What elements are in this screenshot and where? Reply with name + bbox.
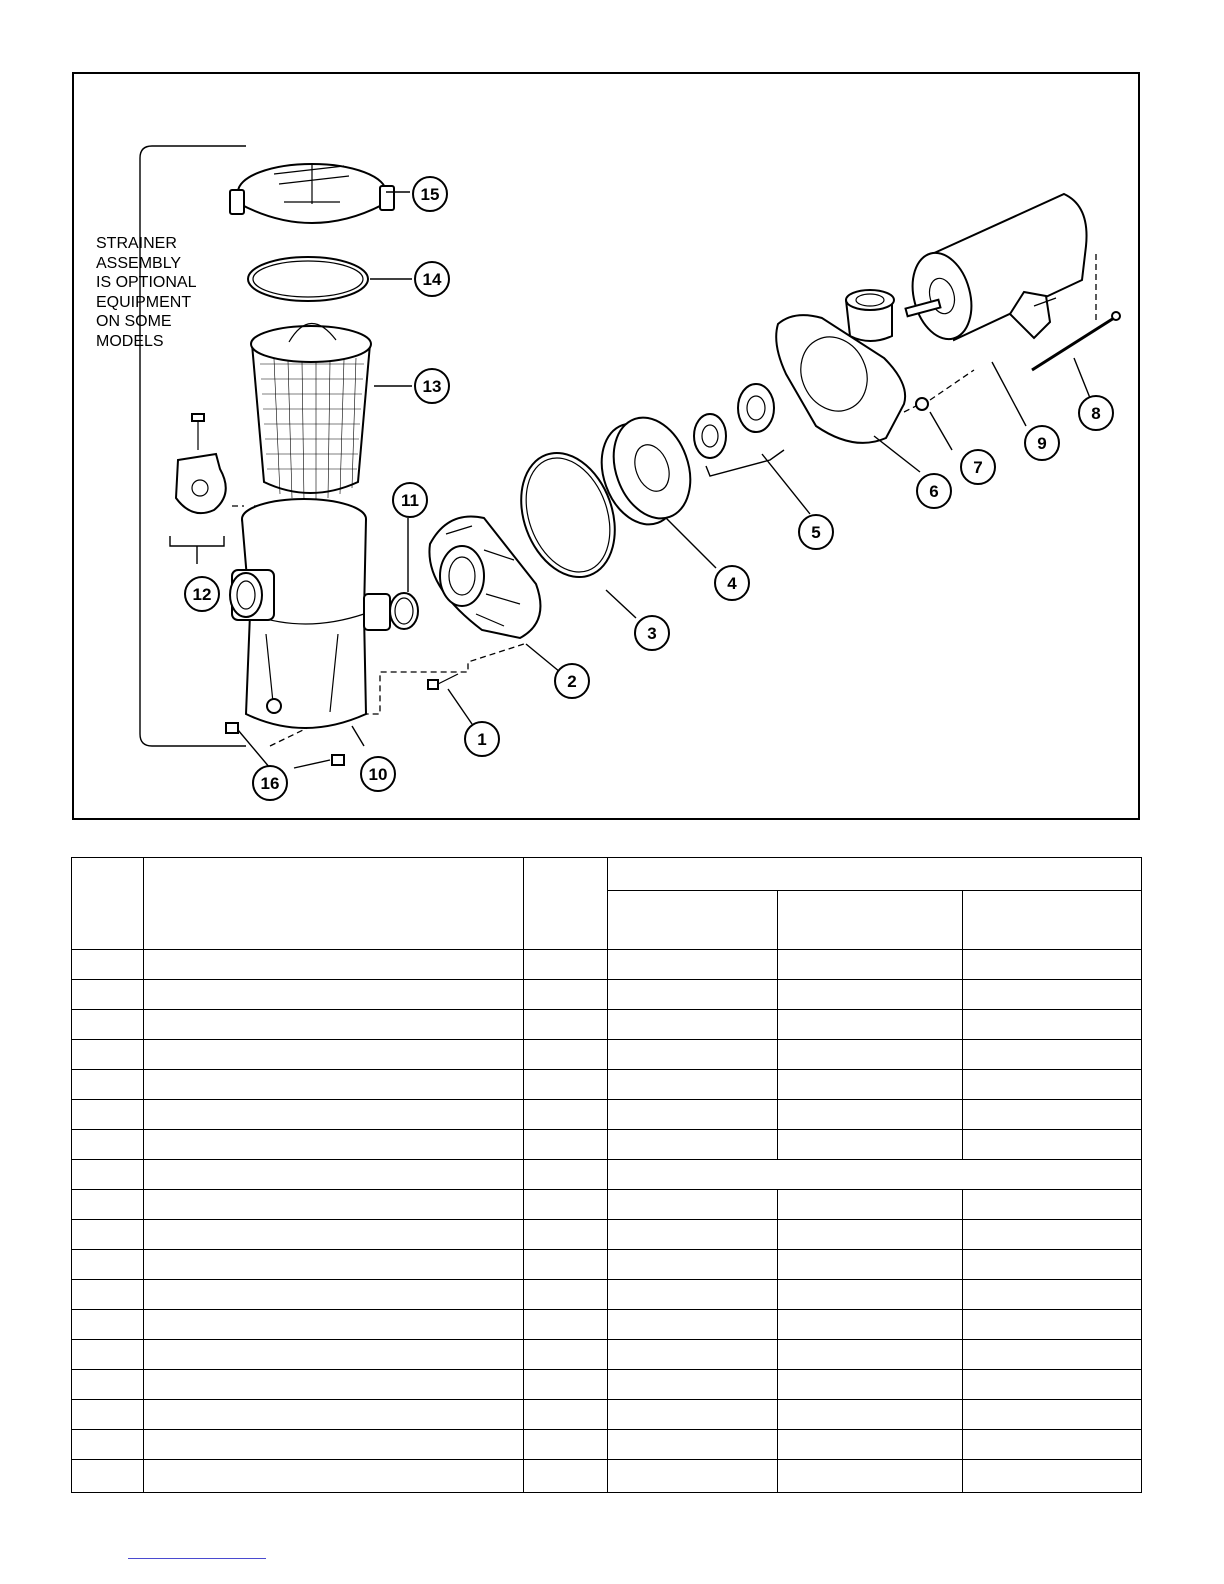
callout-circle-7	[961, 450, 995, 484]
drain-plug-drawing	[226, 723, 238, 733]
note-line: STRAINER	[96, 235, 177, 252]
callout-circle-4	[715, 566, 749, 600]
callout-circle-5	[799, 515, 833, 549]
table-header-cell	[524, 858, 608, 950]
callout-2-label: 2	[567, 672, 577, 691]
motor-drawing	[904, 194, 1087, 346]
note-line: ASSEMBLY	[96, 254, 182, 272]
table-row	[72, 1340, 1142, 1370]
exploded-diagram-frame	[72, 72, 1140, 820]
table-header-cell	[963, 891, 1142, 950]
seal-assembly-drawing	[694, 384, 774, 458]
callout-circle-2	[555, 664, 589, 698]
callout-13-label: 13	[422, 377, 442, 396]
table-row	[72, 1100, 1142, 1130]
table-header-cell	[144, 858, 524, 950]
drain-bracket-drawing	[176, 414, 226, 513]
table-row	[72, 1250, 1142, 1280]
callout-15-label: 15	[420, 185, 440, 204]
table-row	[72, 1220, 1142, 1250]
table-row	[72, 1370, 1142, 1400]
callout-3-label: 3	[647, 624, 657, 643]
callout-circle-10	[361, 757, 395, 791]
strainer-optional-note	[96, 234, 196, 351]
callout-16-label: 16	[260, 774, 280, 793]
note-line: EQUIPMENT	[96, 293, 192, 311]
table-row	[72, 1280, 1142, 1310]
note-line: MODELS	[96, 332, 164, 350]
callout-1-label: 1	[477, 730, 487, 749]
callout-circle-8	[1079, 396, 1113, 430]
callout-7-label: 7	[973, 458, 983, 477]
table-row	[72, 1160, 1142, 1190]
callout-11-label: 11	[401, 491, 419, 510]
table-row	[72, 1130, 1142, 1160]
callout-8-label: 8	[1091, 404, 1101, 423]
pump-housing-drawing	[776, 290, 905, 443]
callout-circle-9	[1025, 426, 1059, 460]
callout-circle-3	[635, 616, 669, 650]
callout-circle-16	[253, 766, 287, 800]
callout-circle-14	[415, 262, 449, 296]
table-row	[72, 1310, 1142, 1340]
table-header-cell	[608, 858, 1142, 891]
table-row	[72, 950, 1142, 980]
strainer-housing-drawing	[230, 499, 390, 728]
table-row	[72, 1010, 1142, 1040]
parts-list-table	[71, 857, 1142, 1493]
seal-plate-drawing	[429, 516, 540, 638]
table-row	[72, 1400, 1142, 1430]
callout-5-label: 5	[811, 523, 821, 542]
table-row	[72, 1040, 1142, 1070]
table-row	[72, 1460, 1142, 1493]
callout-4-label: 4	[727, 574, 737, 593]
table-row	[72, 1190, 1142, 1220]
screw-drawing	[428, 674, 458, 689]
table-row	[72, 1070, 1142, 1100]
callout-circle-12	[185, 577, 219, 611]
callout-9-label: 9	[1037, 434, 1047, 453]
callout-6-label: 6	[929, 482, 939, 501]
footer-rule	[128, 1558, 266, 1559]
callout-10-label: 10	[368, 765, 388, 784]
nut-drawing	[916, 398, 928, 410]
exploded-diagram	[74, 74, 1142, 822]
callout-circle-13	[415, 369, 449, 403]
strainer-lid-drawing	[230, 164, 394, 223]
note-line: ON SOME	[96, 313, 172, 330]
table-header-cell	[778, 891, 963, 950]
table-header-cell	[608, 891, 778, 950]
basket-drawing	[251, 323, 371, 500]
table-header-cell	[72, 858, 144, 950]
table-row	[72, 980, 1142, 1010]
lid-o-ring-drawing	[248, 257, 368, 301]
table-header-row	[72, 858, 1142, 891]
callout-circle-1	[465, 722, 499, 756]
callout-12-label: 12	[192, 585, 212, 604]
table-row	[72, 1430, 1142, 1460]
callout-circle-15	[413, 177, 447, 211]
callout-14-label: 14	[422, 270, 442, 289]
callout-circle-6	[917, 474, 951, 508]
callout-circle-11	[393, 483, 427, 517]
note-line: IS OPTIONAL	[96, 274, 197, 291]
